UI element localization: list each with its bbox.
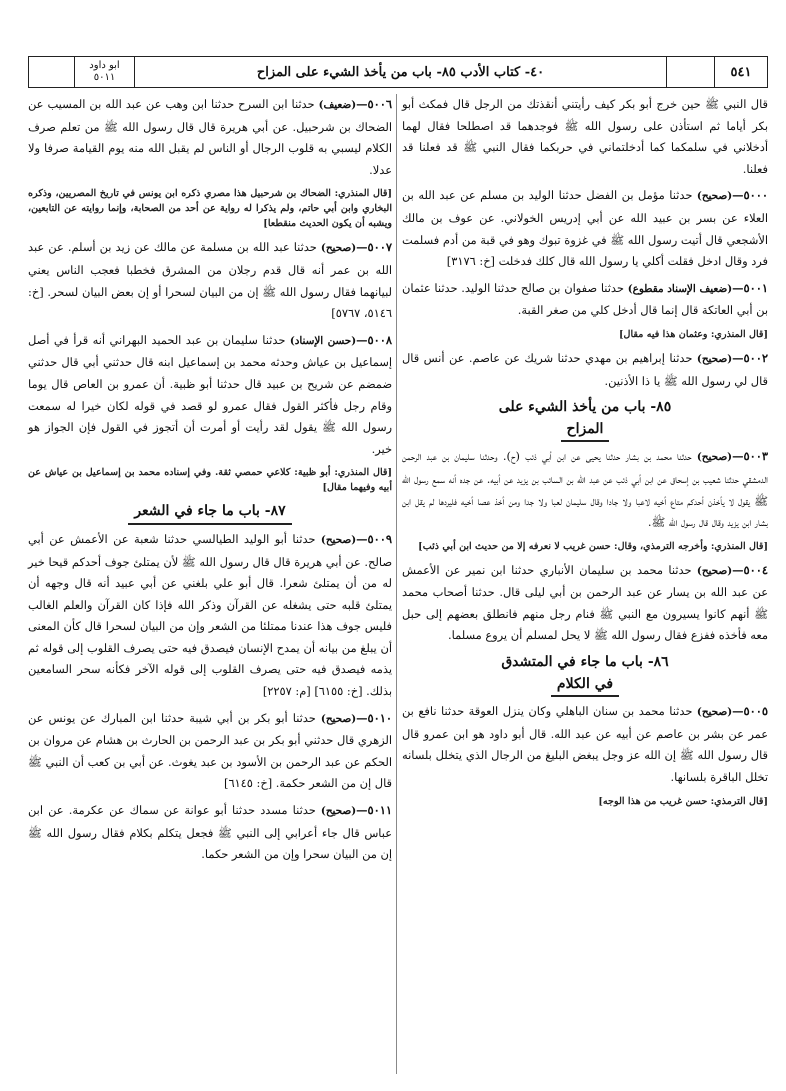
hadith-5008: ٥٠٠٨—(حسن الإسناد) حدثنا سليمان بن عبد الحميد البهراني أنه قرأ في أصل إسماعيل بن عياش وحدثه محمد بن إسماعيل ابنه قال حدثني أبي قال حدثني ضمضم عن شريح بن عبيد قال حدثنا أبو ظبية. أن عمرو بن العاص قال يوما وقام رجل فأكثر القول فقال عمرو لو قصد في قوله لكان خيرا له سمعت رسول الله ﷺ يقول لقد رأيت أو أمرت أن أتجوز في القول فإن الجواز هو خير. [28, 332, 393, 456]
hadith-text: حدثنا محمد بن سنان الباهلي وكان ينزل العوقة حدثنا نافع بن عمر عن بشر بن عاصم عن أبيه عن عبد الله. قال أبو داود هو ابن عمرو قال قال رسول الله ﷺ إن الله عز وجل يبغض البليغ من الرجال الذي يتخلل بلسانه تخلل الباقرة بلسانها. [402, 704, 768, 785]
hadith-number: ٥٠٠٢ [743, 350, 768, 365]
hadith-5010: ٥٠١٠—(صحيح) حدثنا أبو بكر بن أبي شيبة حدثنا ابن المبارك عن يونس عن الزهري قال حدثني أبو بكر بن عبد الرحمن بن الحارث بن هشام عن مروان بن الحكم عن عبد الرحمن بن الأسود بن عبد يغوث. عن أبي بن كعب أن النبي ﷺ قال إن من الشعر حكمة. [خ: ٦١٤٥] [28, 710, 393, 791]
hadith-grade: (صحيح) [320, 712, 357, 725]
hadith-note: [قال المنذري: أبو ظبية: كلاعي حمصي ثقة. وفي إسناده محمد بن إسماعيل بن عياش عن أبيه وفيهما مقال] [28, 467, 392, 494]
hadith-grade: (صحيح) [320, 533, 357, 546]
section-heading-line1: ٨٥- باب من يأخذ الشيء على [498, 399, 672, 416]
hadith-5011: ٥٠١١—(صحيح) حدثنا مسدد حدثنا أبو عوانة عن سماك عن عكرمة. عن ابن عباس قال جاء أعرابي إلى النبي ﷺ فجعل يتكلم بكلام فقال رسول الله ﷺ إن من البيان سحرا وإن من الشعر حكما. [28, 803, 392, 862]
hadith-number: ٥٠١٠ [367, 710, 393, 725]
section-heading-85 [402, 397, 768, 442]
hadith-5000: ٥٠٠٠—(صحيح) حدثنا مؤمل بن الفضل حدثنا الوليد بن مسلم عن عبد الله بن العلاء عن بسر بن عبيد الله عن أبي إدريس الخولاني. عن عوف بن مالك الأشجعي قال أتيت رسول الله ﷺ في غزوة تبوك وهو في قبة من أدم فسلمت فرد وقال ادخل فقلت أكلي يا رسول الله قال كلك فدخلت [خ: ٣١٧٦] [402, 188, 768, 269]
hadith-grade: (ضعيف) [318, 99, 357, 111]
hadith-number: ٥٠٠٥ [743, 704, 768, 719]
header-book-box [75, 57, 135, 87]
hadith-text: حدثنا سليمان بن عبد الحميد البهراني أنه قرأ في أصل إسماعيل بن عياش وحدثه محمد بن إسماعيل ابنه قال حدثني أبي قال حدثني ضمضم عن شريح بن عبيد قال حدثنا أبو ظبية. أن عمرو بن العاص قال يوما وقام رجل فأكثر القول فقال عمرو لو قصد في قوله لكان خيرا له سمعت رسول الله ﷺ يقول لقد رأيت أو أمرت أن أتجوز في القول فإن الجواز هو خير. [28, 332, 392, 456]
hadith-5009: ٥٠٠٩—(صحيح) حدثنا أبو الوليد الطيالسي حدثنا شعبة عن الأعمش عن أبي صالح. عن أبي هريرة قال قال رسول الله ﷺ لأن يمتلئ جوف أحدكم قيحا خير له من أن يمتلئ شعرا. قال أبو علي بلغني عن أبي عبيد أنه قال وجهه أن يمتلئ قلبه حتى يشغله عن القرآن وذكر الله فإذا كان القرآن والعلم الغالب فليس جوف هذا عندنا ممتلئا من الشعر وإن من البيان لسحرا قال كأن المعنى أن يبلغ من بيانه أن يمدح الإنسان فيصدق فيه حتى يصرف القلوب إلى قوله ثم يذمه فيصدق فيه حتى يصرف القلوب إلى قوله الآخر فكأنه سحر السامعين بذلك. [خ: ٦١٥٥] [م: ٢٢٥٧] [28, 531, 392, 699]
hadith-number: ٥٠٠٩ [367, 531, 392, 546]
hadith-grade: (صحيح) [696, 451, 733, 464]
hadith-grade: (صحيح) [320, 805, 357, 818]
hadith-number: ٥٠٠٧ [367, 240, 392, 255]
hadith-note: [قال المنذري: وعثمان هذا فيه مقال] [618, 328, 768, 340]
hadith-text: حدثنا ابن السرح حدثنا ابن وهب عن عبد الله بن المسيب عن الضحاك بن شرحبيل. عن أبي هريرة قال قال رسول الله ﷺ من تعلم صرف الكلام ليسبي به قلوب الرجال أو الناس لم يقبل الله منه يوم القيامة صرفا ولا عدلا. [28, 97, 392, 177]
hadith-text: حدثنا أبو بكر بن أبي شيبة حدثنا ابن المبارك عن يونس عن الزهري قال حدثني أبو بكر بن عبد الرحمن بن الحارث بن هشام عن مروان بن الحكم عن عبد الرحمن بن الأسود بن عبد يغوث. عن أبي بن كعب أن النبي ﷺ قال إن من الشعر حكمة. [خ: ٦١٤٥] [28, 710, 392, 791]
hadith-grade: (صحيح) [696, 352, 733, 365]
hadith-grade: (ضعيف الإسناد مقطوع) [627, 282, 733, 295]
hadith-5003: ٥٠٠٣—(صحيح) حدثنا محمد بن بشار حدثنا يحيى عن ابن أبي ذئب (ح). وحدثنا سليمان بن عبد الرحمن الدمشقي حدثنا شعيب بن إسحاق عن ابن أبي ذئب عن عبد الله بن السائب بن يزيد عن أبيه. عن جده أنه سمع رسول الله ﷺ يقول لا يأخذن أحدكم متاع أخيه لاعبا ولا جادا وقال سليمان لعبا ولا جدا ومن أخذ عصا أخيه فليردها لم يقل ابن بشار ابن يزيد وقال قال رسول الله ﷺ. [402, 449, 768, 530]
hadith-number: ٥٠٠٦ [367, 97, 393, 111]
right-column [402, 94, 768, 815]
hadith-text: حدثنا عبد الله بن مسلمة عن مالك عن زيد بن أسلم. عن عبد الله بن عمر أنه قال قدم رجلان من المشرق فخطبا فعجب الناس يعني لبيانهما فقال رسول الله ﷺ إن من البيان لسحرا أو إن بعض البيان لسحر. [خ: ٥١٤٦، ٥٧٦٧] [28, 240, 392, 321]
hadith-grade: (صحيح) [696, 564, 733, 577]
header-empty-right [667, 57, 715, 87]
hadith-number: ٥٠٠٨ [367, 332, 393, 347]
section-heading-87 [28, 501, 392, 525]
header-page-number: ٥٤١ [730, 64, 752, 80]
hadith-text: حدثنا إبراهيم بن مهدي حدثنا شريك عن عاصم. عن أنس قال قال لي رسول الله ﷺ يا ذا الأذنين. [402, 350, 768, 388]
header-hadith-total: ٥٠١١ [93, 72, 116, 83]
hadith-5005: ٥٠٠٥—(صحيح) حدثنا محمد بن سنان الباهلي وكان ينزل العوقة حدثنا نافع بن عمر عن بشر بن عاصم عن أبيه عن عبد الله. قال أبو داود هو ابن عمرو قال قال رسول الله ﷺ إن الله عز وجل يبغض البليغ من الرجال الذي يتخلل بلسانه تخلل الباقرة بلسانها. [402, 704, 768, 785]
hadith-number: ٥٠١١ [367, 803, 392, 818]
left-column [28, 94, 392, 871]
header-empty-left [29, 57, 75, 87]
hadith-5004: ٥٠٠٤—(صحيح) حدثنا محمد بن سليمان الأنباري حدثنا ابن نمير عن الأعمش عن عبد الله بن يسار عن عبد الرحمن بن أبي ليلى قال. حدثنا أصحاب محمد ﷺ أنهم كانوا يسيرون مع النبي ﷺ فنام رجل منهم فانطلق بعضهم إلى حبل معه فأخذه ففزع فقال رسول الله ﷺ لا يحل لمسلم أن يروع مسلما. [402, 562, 768, 643]
hadith-number: ٥٠٠٠ [743, 188, 768, 203]
hadith-number: ٥٠٠٣ [743, 449, 768, 464]
hadith-text: حدثنا صفوان بن صالح حدثنا الوليد. حدثنا عثمان بن أبي العاتكة قال إنما قال أدخل كلي من صغر القبة. [402, 280, 768, 318]
header-book-name: ابو داود [89, 60, 120, 71]
section-heading-line2: المزاح [561, 419, 610, 443]
section-heading-86 [402, 652, 768, 697]
intro-paragraph: قال النبي ﷺ حين خرج أبو بكر كيف رأيتني أنقذتك من الرجل قال فمكث أبو بكر أياما ثم استأذن على رسول الله ﷺ فوجدهما قد اصطلحا فقال لهما أدخلاني في سلمكما كما أدخلتماني في حربكما فقال النبي ﷺ قد فعلنا قد فعلنا. [402, 97, 768, 176]
hadith-note: [قال الترمذي: حسن غريب من هذا الوجه] [598, 795, 768, 807]
hadith-text: حدثنا محمد بن بشار حدثنا يحيى عن ابن أبي ذئب (ح). وحدثنا سليمان بن عبد الرحمن الدمشقي حدثنا شعيب بن إسحاق عن ابن أبي ذئب عن عبد الله بن السائب بن يزيد عن أبيه. عن جده أنه سمع رسول الله ﷺ يقول لا يأخذن أحدكم متاع أخيه لاعبا ولا جادا وقال سليمان لعبا ولا جدا ومن أخذ عصا أخيه فليردها لم يقل ابن بشار ابن يزيد وقال قال رسول الله ﷺ. [402, 449, 768, 530]
hadith-5002: ٥٠٠٢—(صحيح) حدثنا إبراهيم بن مهدي حدثنا شريك عن عاصم. عن أنس قال قال لي رسول الله ﷺ يا ذا الأذنين. [402, 350, 768, 388]
column-divider [396, 94, 397, 1074]
page-header [28, 56, 768, 88]
hadith-grade: (حسن الإسناد) [289, 334, 357, 347]
header-title: ٤٠- كتاب الأدب ٨٥- باب من يأخذ الشيء على المزاح [135, 57, 667, 87]
hadith-number: ٥٠٠٤ [743, 562, 768, 577]
hadith-text: حدثنا مسدد حدثنا أبو عوانة عن سماك عن عكرمة. عن ابن عباس قال جاء أعرابي إلى النبي ﷺ فجعل يتكلم بكلام فقال رسول الله ﷺ إن من البيان سحرا وإن من الشعر حكما. [28, 803, 392, 862]
hadith-text: حدثنا محمد بن سليمان الأنباري حدثنا ابن نمير عن الأعمش عن عبد الله بن يسار عن عبد الرحمن بن أبي ليلى قال. حدثنا أصحاب محمد ﷺ أنهم كانوا يسيرون مع النبي ﷺ فنام رجل منهم فانطلق بعضهم إلى حبل معه فأخذه ففزع فقال رسول الله ﷺ لا يحل لمسلم أن يروع مسلما. [402, 562, 768, 643]
hadith-number: ٥٠٠١ [743, 280, 769, 295]
hadith-grade: (صحيح) [696, 706, 733, 719]
hadith-note: [قال المنذري: وأخرجه الترمذي، وقال: حسن غريب لا نعرفه إلا من حديث ابن أبي ذئب] [418, 540, 768, 552]
hadith-text: حدثنا مؤمل بن الفضل حدثنا الوليد بن مسلم عن عبد الله بن العلاء عن بسر بن عبيد الله عن أبي إدريس الخولاني. عن عوف بن مالك الأشجعي قال أتيت رسول الله ﷺ في غزوة تبوك وهو في قبة من أدم فسلمت فرد وقال ادخل فقلت أكلي يا رسول الله قال كلك فدخلت [خ: ٣١٧٦] [402, 188, 768, 269]
section-heading-line2: في الكلام [551, 674, 619, 698]
hadith-5001: ٥٠٠١—(ضعيف الإسناد مقطوع) حدثنا صفوان بن صالح حدثنا الوليد. حدثنا عثمان بن أبي العاتكة قال إنما قال أدخل كلي من صغر القبة. [402, 280, 769, 318]
section-heading-line1: ٨٦- باب ما جاء في المتشدق [501, 654, 669, 671]
hadith-grade: (صحيح) [320, 242, 357, 255]
hadith-text: حدثنا أبو الوليد الطيالسي حدثنا شعبة عن الأعمش عن أبي صالح. عن أبي هريرة قال قال رسول الله ﷺ لأن يمتلئ جوف أحدكم قيحا خير له من أن يمتلئ شعرا. قال أبو علي بلغني عن أبي عبيد أنه قال وجهه أن يمتلئ قلبه حتى يشغله عن القرآن وذكر الله فإذا كان القرآن والعلم الغالب فليس جوف هذا عندنا ممتلئا من الشعر وإن من البيان لسحرا قال كأن المعنى أن يبلغ من بيانه أن يمدح الإنسان فيصدق فيه حتى يصرف القلوب إلى قوله ثم يذمه فيصدق فيه حتى يصرف القلوب إلى قوله الآخر فكأنه سحر السامعين بذلك. [خ: ٦١٥٥] [م: ٢٢٥٧] [28, 531, 392, 699]
hadith-grade: (صحيح) [696, 190, 733, 203]
hadith-5007: ٥٠٠٧—(صحيح) حدثنا عبد الله بن مسلمة عن مالك عن زيد بن أسلم. عن عبد الله بن عمر أنه قال قدم رجلان من المشرق فخطبا فعجب الناس يعني لبيانهما فقال رسول الله ﷺ إن من البيان لسحرا أو إن بعض البيان لسحر. [خ: ٥١٤٦، ٥٧٦٧] [28, 240, 392, 321]
hadith-note: [قال المنذري: الضحاك بن شرحبيل هذا مصري ذكره ابن يونس في تاريخ المصريين، وذكره البخاري وابن أبي حاتم، ولم يذكرا له رواية عن أحد من الصحابة، وإنما روايته عن التابعين، ويشبه أن يكون الحديث منقطعا] [28, 188, 392, 230]
section-heading-line1: ٨٧- باب ما جاء في الشعر [128, 501, 291, 525]
hadith-5006: ٥٠٠٦—(ضعيف) حدثنا ابن السرح حدثنا ابن وهب عن عبد الله بن المسيب عن الضحاك بن شرحبيل. عن أبي هريرة قال قال رسول الله ﷺ من تعلم صرف الكلام ليسبي به قلوب الرجال أو الناس لم يقبل الله منه يوم القيامة صرفا ولا عدلا. [28, 97, 393, 177]
